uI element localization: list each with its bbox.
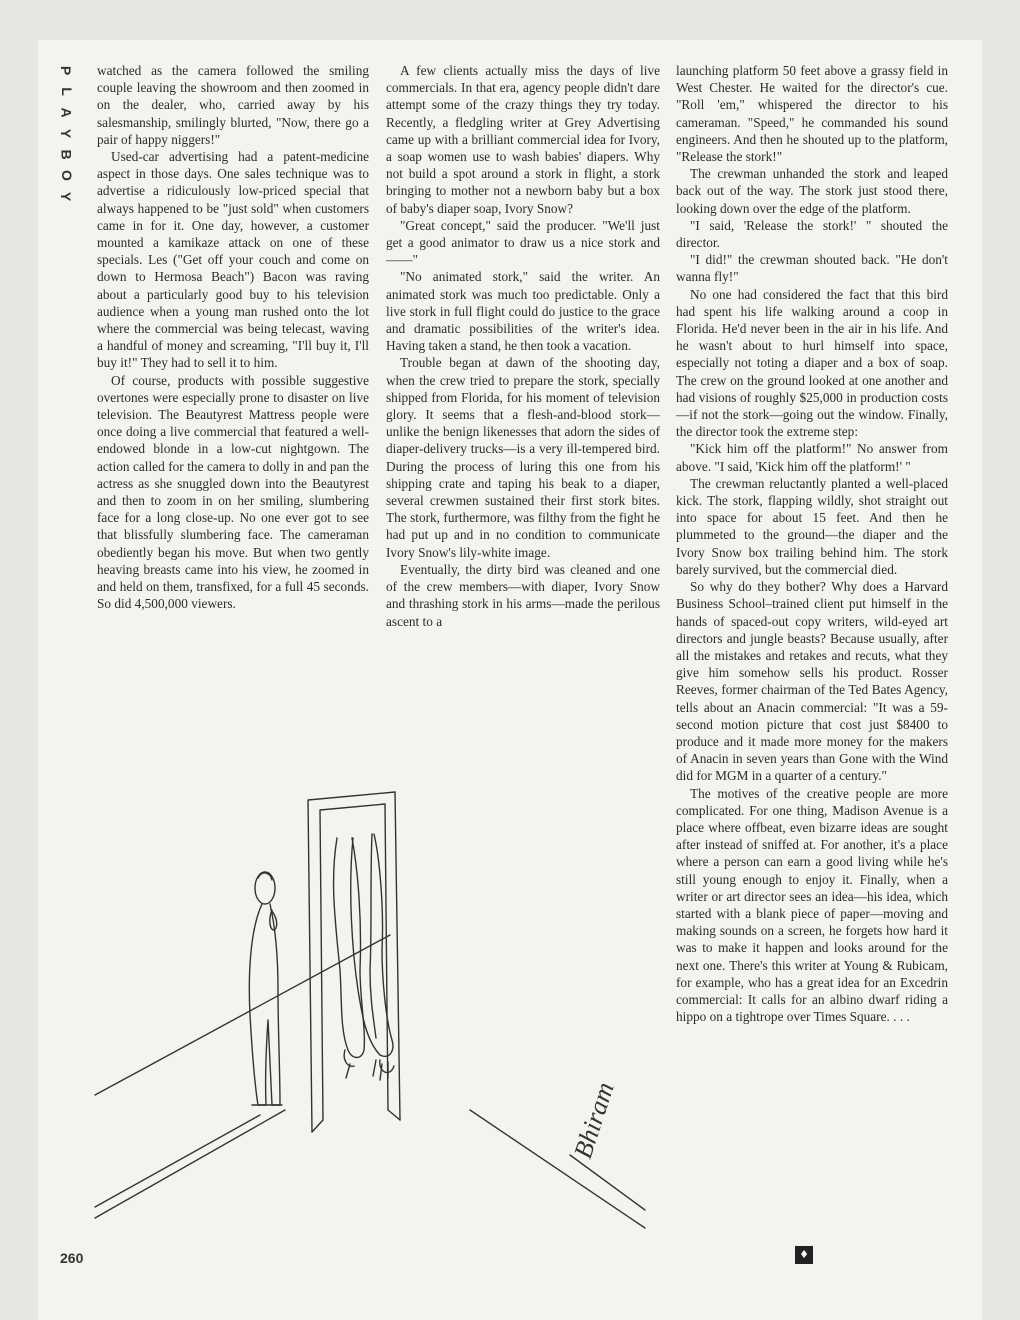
paragraph: A few clients actually miss the days of live commercials. In that era, agency people didn't dare attempt some of the crazy things they try today. Recently, a fledgling writer at Grey Advertising came up with a brilliant commercial idea for Ivory, a soap women use to wash babies' diapers. Why not build a spot around a stork in flight, a stork bringing to mother not a newborn baby but a box of baby's diaper soap, Ivory Snow? bbox=[386, 63, 660, 216]
paragraph: "Kick him off the platform!" No answer from above. "I said, 'Kick him off the platform!' " bbox=[676, 441, 948, 474]
paragraph: "I did!" the crewman shouted back. "He don't wanna fly!" bbox=[676, 252, 948, 285]
masthead-letter: L bbox=[58, 87, 75, 96]
paragraph: "Great concept," said the producer. "We'll just get a good animator to draw us a nice stork and——" bbox=[386, 217, 660, 268]
cartoon-illustration bbox=[90, 760, 670, 1230]
paragraph: So why do they bother? Why does a Harvard Business School–trained client put himself in the hands of spaced-out copy writers, wild-eyed art directors and jungle beasts? Because usually, after all the mistakes and retakes and recuts, what they give him somehow sells his product. Rosser Reeves, former chairman of the Ted Bates Agency, tells about an Anacin commercial: "It was a 59-second motion picture that cost just $8400 to produce and it made more money for the makers of Anacin in seven years than Gone with the Wind did for MGM in a quarter of a century." bbox=[676, 579, 948, 784]
paragraph: The crewman reluctantly planted a well-placed kick. The stork, flapping wildly, shot straight out into space for about 15 feet. And then he plummeted to the ground—the diaper and the Ivory Snow box trailing behind him. The stork barely survived, but the commercial died. bbox=[676, 475, 948, 577]
baseboard-right bbox=[570, 1155, 645, 1210]
paragraph: "No animated stork," said the writer. An animated stork was much too predictable. Only a live stork in full flight could do justice to the grace and dramatic possibilities of the writer's idea. Having taken a stand, he then took a vacation. bbox=[386, 269, 660, 354]
standing-man bbox=[249, 872, 282, 1105]
paragraph: Used-car advertising had a patent-medicine aspect in those days. One sales technique was to advertise a ridiculously low-priced special that always happened to be "just sold" when customers came in for it. One day, however, a customer mounted a kamikaze attack on one of these specials. Les ("Get off your couch and come on down to Hermosa Beach") Bacon was raving about a particularly good buy to his television audience when a young man rushed onto the lot where the commercial was being telecast, waving a handful of money and screaming, "I'll buy it, I'll buy it!" They had to sell it to him. bbox=[97, 149, 369, 371]
cartoon-signature: Bhiram bbox=[568, 1078, 620, 1162]
floor-front bbox=[95, 1110, 285, 1218]
masthead-letter: Y bbox=[58, 191, 75, 202]
masthead-letter: O bbox=[58, 170, 75, 181]
end-mark-icon: ♦ bbox=[795, 1246, 813, 1264]
paragraph: Eventually, the dirty bird was cleaned and one of the crew members—with diaper, Ivory Snow and thrashing stork in his arms—made the perilous ascent to a bbox=[386, 561, 660, 629]
floor-line bbox=[95, 935, 390, 1095]
paragraph: Trouble began at dawn of the shooting day, when the crew tried to prepare the stork, specially shipped from Florida, for his moment of television glory. It seems that a flesh-and-blood stork—unlike the benign likenesses that adorn the sides of diaper-delivery trucks—is a very ill-tempered bird. During the process of luring this one from his shipping crate and taping his beak to a diaper, several crewmen sustained their first stork bites. The stork, furthermore, was filthy from the fight he had put up and in no condition to communicate Ivory Snow's lily-white image. bbox=[386, 355, 660, 560]
playboy-masthead bbox=[56, 60, 76, 207]
paragraph: Of course, products with possible suggestive overtones were especially prone to disaster on live television. The Beautyrest Mattress people were once doing a live commercial that featured a well-endowed blonde in a low-cut nightgown. The action called for the camera to dolly in and pan the actress as she snuggled down into the Beautyrest and then to zoom in on her smiling, slumbering face for a long close-up. No one ever got to see that blissfully slumbering face. The cameraman obediently began his move. But when two gently heaving breasts came into his view, he zoomed in and held on them, transfixed, for a full 45 seconds. So did 4,500,000 viewers. bbox=[97, 372, 369, 612]
masthead-letter: Y bbox=[58, 128, 75, 139]
text-column-1 bbox=[97, 62, 369, 613]
paragraph: No one had considered the fact that this bird had spent his life walking around a coop in Florida. He'd never been in the air in his life. And he wasn't about to hurl himself into space, especially not toting a diaper and a box of soap. The crew on the ground looked at one another and had visions of roughly $25,000 in production costs—if not the stork—going out the window. Finally, the director took the extreme step: bbox=[676, 286, 948, 440]
paragraph: "I said, 'Release the stork!' " shouted the director. bbox=[676, 217, 948, 251]
paragraph: watched as the camera followed the smiling couple leaving the showroom and then zoomed in on the dealer, who, carried away by his salesmanship, smilingly blurted, "Now, there go a pair of happy niggers!" bbox=[97, 63, 369, 147]
paragraph: launching platform 50 feet above a grassy field in West Chester. He waited for the director's cue. "Roll 'em," whispered the director to his cameraman. "Speed," he commanded his sound engineers. And then he shouted up to the platform, "Release the stork!" bbox=[676, 63, 948, 165]
masthead-letter: P bbox=[58, 65, 75, 76]
masthead-letter: B bbox=[58, 149, 75, 160]
paragraph: The crewman unhanded the stork and leaped back out of the way. The stork just stood there, looking down over the edge of the platform. bbox=[676, 166, 948, 216]
text-column-2 bbox=[386, 62, 660, 630]
text-column-3 bbox=[676, 62, 948, 1025]
paragraph: The motives of the creative people are more complicated. For one thing, Madison Avenue is a place where offbeat, even bizarre ideas are sought after instead of sniffed at. For another, it's a place where a person can earn a good living while he's still young enough to enjoy it. Finally, when a writer or art director sees an idea—his idea, which started with a blank piece of paper—moving and making sounds on a screen, he forgets how hard it was to make it happen and looks around for the next one. There's this writer at Young & Rubicam, for example, who has a great idea for an Excedrin commercial: It calls for an albino dwarf riding a hippo on a tightrope over Times Square. . . . bbox=[676, 785, 948, 1025]
baseboard-left bbox=[95, 1115, 260, 1207]
masthead-letter: A bbox=[58, 107, 75, 118]
page-number: 260 bbox=[60, 1250, 84, 1266]
